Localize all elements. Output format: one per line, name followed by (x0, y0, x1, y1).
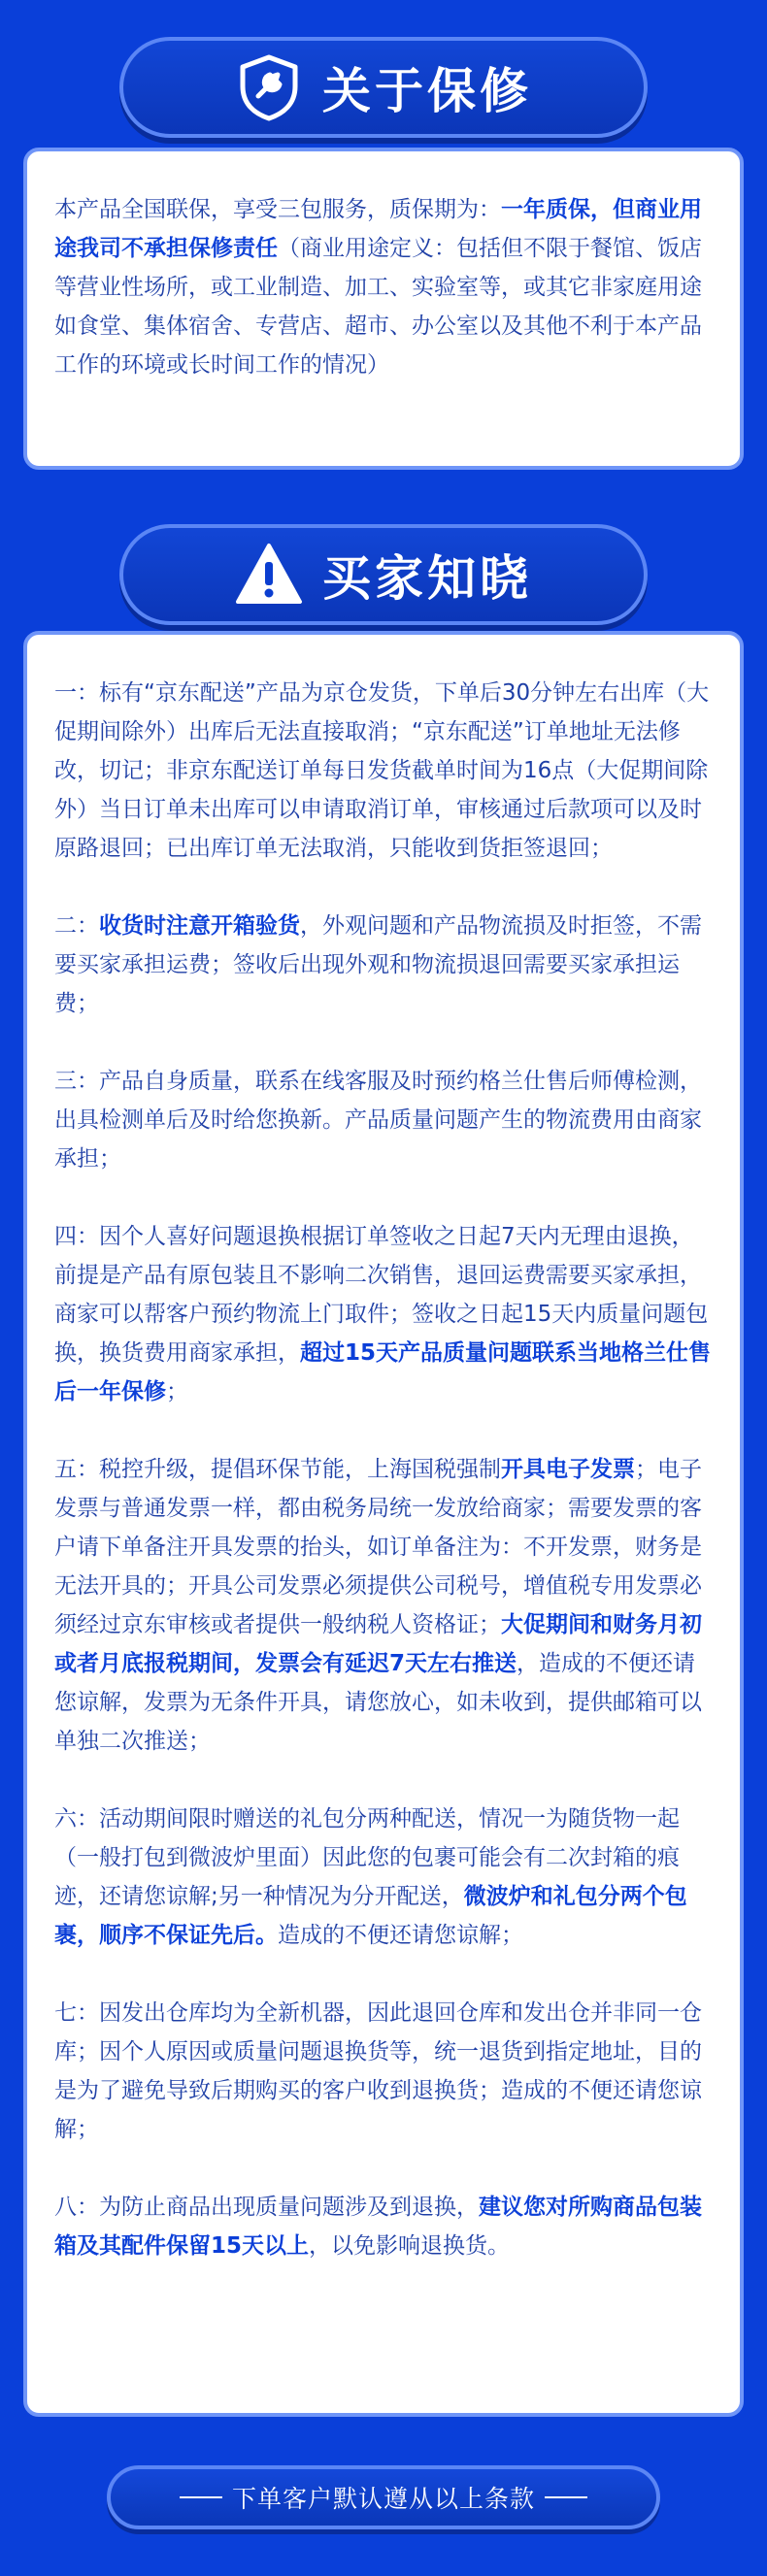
notice-item: 四：因个人喜好问题退换根据订单签收之日起7天内无理由退换，前提是产品有原包装且不影响二次销售，退回运费需要买家承担，商家可以帮客户预约物流上门取件；签收之日起15天内质量问题包换，换货费用商家承担，超过15天产品质量问题联系当地格兰仕售后一年保修； (54, 1224, 712, 1404)
notice-panel (23, 631, 744, 2417)
notice-item: 一：标有“京东配送”产品为京仓发货，下单后30分钟左右出库（大促期间除外）出库后无法直接取消；“京东配送”订单地址无法修改，切记；非京东配送订单每日发货截单时间为16点（大促期间除外）当日订单未出库可以申请取消订单，审核通过后款项可以及时原路退回；已出库订单无法取消，只能收到货拒签退回； (54, 680, 710, 861)
notice-item: 三：产品自身质量，联系在线客服及时预约格兰仕售后师傅检测，出具检测单后及时给您换新。产品质量问题产生的物流费用由商家承担； (54, 1069, 702, 1172)
notice-item: 八：为防止商品出现质量问题涉及到退换，建议您对所购商品包装箱及其配件保留15天以上，以免影响退换货。 (54, 2195, 702, 2259)
footer-banner (107, 2465, 660, 2529)
warranty-panel (23, 148, 744, 470)
warranty-title: 关于保修 (322, 63, 532, 119)
warranty-text-a: 本产品全国联保，享受三包服务，质保期为： (54, 197, 501, 222)
footer-left-dash (180, 2496, 222, 2498)
warranty-highlight: 一年质保，但商业用途我司不承担保修责任 (54, 197, 702, 261)
warranty-text (54, 190, 713, 384)
notice-item: 五：税控升级，提倡环保节能，上海国税强制开具电子发票；电子发票与普通发票一样，都由税务局统一发放给商家；需要发票的客户请下单备注开具发票的抬头，如订单备注为：不开发票，财务是无法开具的；开具公司发票必须提供公司税号，增值税专用发票必须经过京东审核或者提供一般纳税人资格证；大促期间和财务月初或者月底报税期间，发票会有延迟7天左右推送，造成的不便还请您谅解，发票为无条件开具，请您放心，如未收到，提供邮箱可以单独二次推送； (54, 1457, 702, 1754)
footer-right-dash (545, 2496, 587, 2498)
notice-header (119, 524, 648, 625)
shield-wrench-icon (235, 53, 303, 121)
notice-title: 买家知晓 (322, 550, 532, 607)
warranty-header (119, 37, 648, 138)
notice-item: 七：因发出仓库均为全新机器，因此退回仓库和发出仓并非同一仓库；因个人原因或质量问题退换货等，统一退货到指定地址，目的是为了避免导致后期购买的客户收到退换货；造成的不便还请您谅解； (54, 2000, 702, 2142)
warning-triangle-icon (235, 541, 303, 609)
footer-text: 下单客户默认遵从以上条款 (231, 2485, 535, 2513)
notice-item: 六：活动期间限时赠送的礼包分两种配送，情况一为随货物一起（一般打包到微波炉里面）因此您的包裹可能会有二次封箱的痕迹，还请您谅解;另一种情况为分开配送，微波炉和礼包分两个包裹，顺序不保证先后。造成的不便还请您谅解； (54, 1806, 687, 1948)
warranty-text-c: （商业用途定义：包括但不限于餐馆、饭店等营业性场所，或工业制造、加工、实验室等，或其它非家庭用途如食堂、集体宿舍、专营店、超市、办公室以及其他不利于本产品工作的环境或长时间工作的情况） (54, 236, 702, 378)
notice-item: 二：收货时注意开箱验货，外观问题和产品物流损及时拒签，不需要买家承担运费；签收后出现外观和物流损退回需要买家承担运费； (54, 913, 702, 1016)
